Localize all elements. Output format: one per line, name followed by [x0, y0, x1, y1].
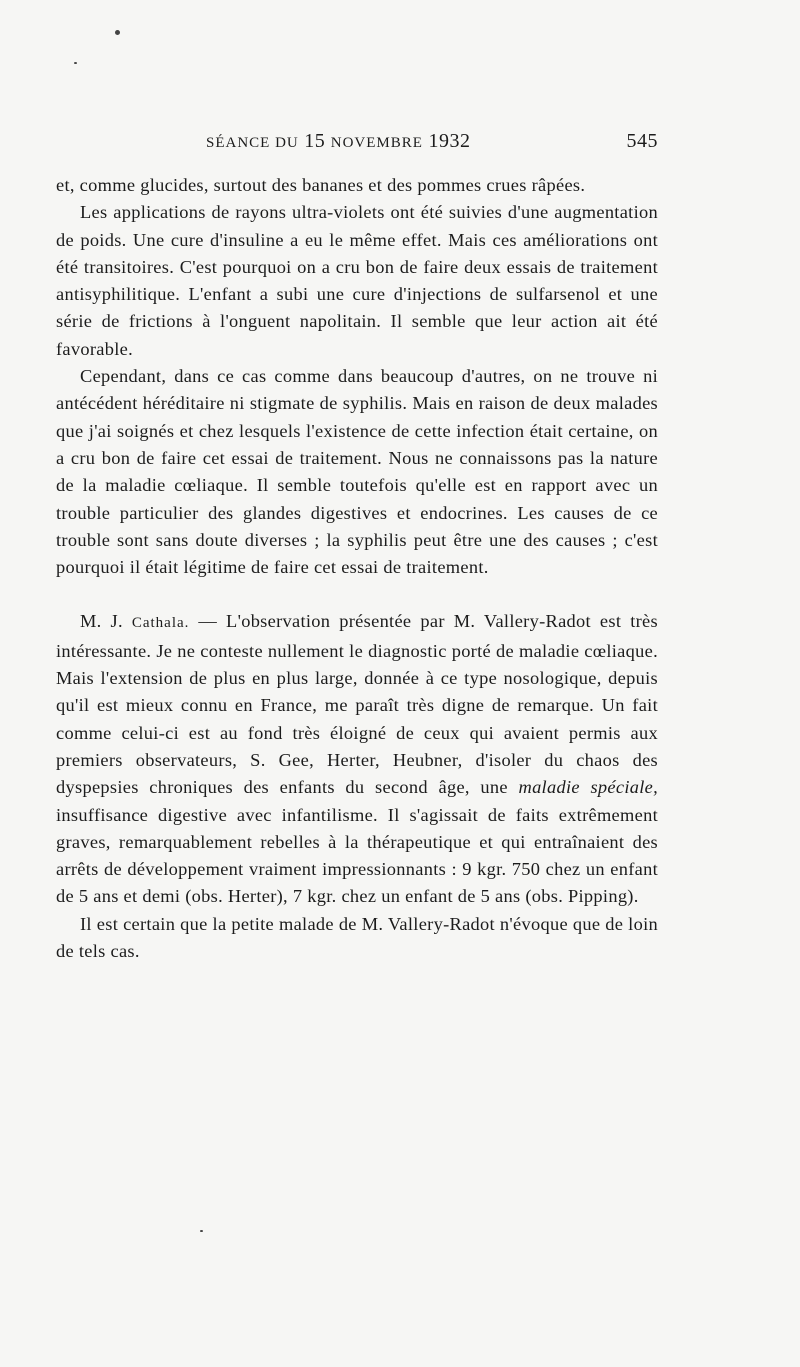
paragraph-cathala: [56, 608, 658, 910]
session-label: SÉANCE DU: [206, 135, 299, 151]
print-speck: [115, 30, 120, 35]
cathala-text-a: — L'observation présentée par M. Vallery-Radot est très intéressante. Je ne conteste nullement le diagnostic porté de maladie cœliaque. Mais l'extension de plus en plus large, donnée à ce type nosologique, depuis qu'il est mieux connu en France, me paraît très digne de remarque. Un fait comme celui-ci est au fond très éloigné de ceux qui avaient permis aux premiers observateurs, S. Gee, Herter, Heubner, d'isoler du chaos des dyspepsies chroniques des enfants du second âge, une: [56, 611, 658, 798]
paragraph-continuation: et, comme glucides, surtout des bananes et des pommes crues râpées.: [56, 175, 586, 195]
running-head-title: [206, 130, 470, 153]
paragraph-discussion: Cependant, dans ce cas comme dans beaucoup d'autres, on ne trouve ni antécédent héréditaire ni stigmate de syphilis. Mais en raison de deux malades que j'ai soignés et chez lesquels l'existence de cette infection était certaine, on a cru bon de faire cet essai de traitement. Nous ne connaissons pas la nature de la maladie cœliaque. Il semble toutefois qu'elle est en rapport avec un trouble particulier des glandes digestives et endocrines. Les causes de ce trouble sont sans doute diverses ; la syphilis peut être une des causes ; c'est pourquoi il était légitime de faire cet essai de traitement.: [56, 366, 658, 578]
print-speck: [74, 62, 77, 64]
book-page: [56, 0, 658, 1367]
session-year: 1932: [428, 130, 471, 152]
cathala-italic: maladie spéciale,: [518, 777, 658, 798]
cathala-text-b: insuffisance digestive avec infantilisme. Il s'agissait de faits extrêmement graves, remarquablement rebelles à la thérapeutique et qui entraînaient des arrêts de développement vraiment impressionnants : 9 kgr. 750 chez un enfant de 5 ans et demi (obs. Herter), 7 kgr. chez un enfant de 5 ans (obs. Pipping).: [56, 804, 658, 907]
speaker-prefix: M. J.: [80, 611, 123, 632]
body-text: [56, 172, 658, 965]
print-speck: [200, 1230, 203, 1232]
page-number: 545: [626, 130, 658, 152]
paragraph-conclusion: Il est certain que la petite malade de M. Vallery-Radot n'évoque que de loin de tels cas.: [56, 913, 658, 962]
session-day: 15: [304, 130, 326, 152]
speaker-name: Cathala.: [131, 615, 190, 632]
paragraph-treatment: Les applications de rayons ultra-violets ont été suivies d'une augmentation de poids. Une cure d'insuline a eu le même effet. Mais ces améliorations ont été transitoires. C'est pourquoi on a cru bon de faire deux essais de traitement antisyphilitique. L'enfant a subi une cure d'injections de sulfarsenol et une série de frictions à l'onguent napolitain. Il semble que leur action ait été favorable.: [56, 202, 658, 359]
running-head: [56, 130, 658, 160]
session-month: NOVEMBRE: [330, 135, 423, 151]
